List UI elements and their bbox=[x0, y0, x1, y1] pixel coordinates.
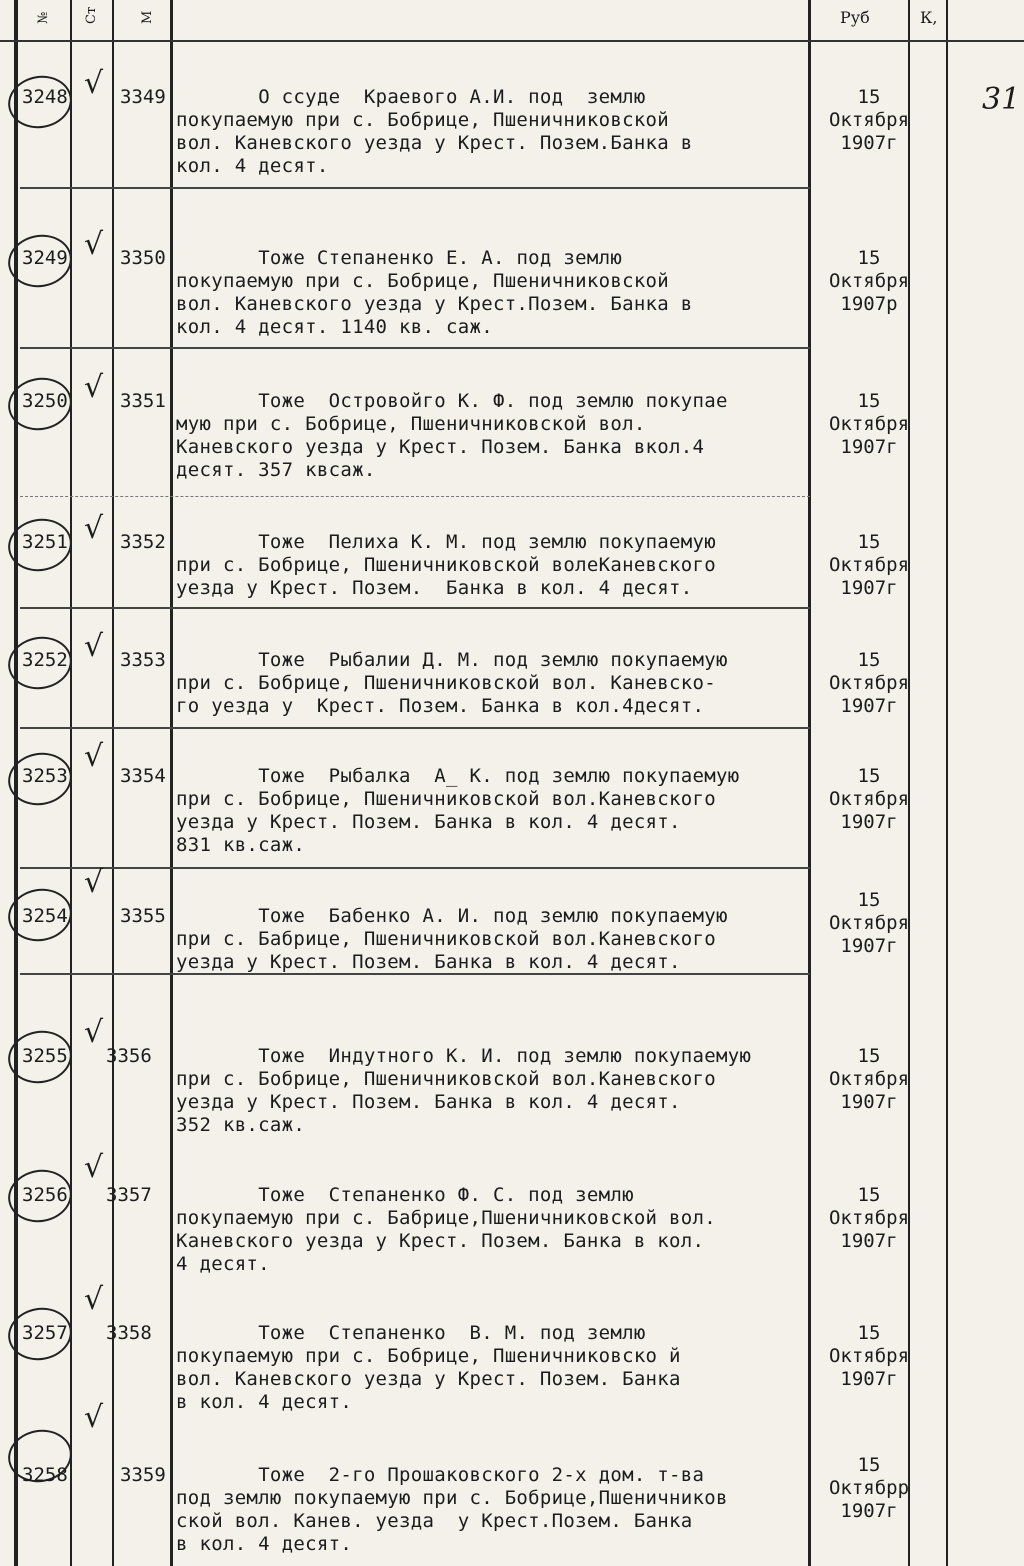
entry-number: 3254 bbox=[22, 905, 68, 927]
entry-rule bbox=[20, 607, 810, 609]
date-year: 1907г bbox=[840, 1091, 898, 1113]
entry-date bbox=[824, 889, 914, 958]
margin-note: 31 bbox=[982, 82, 1021, 117]
register-number: 3354 bbox=[120, 765, 166, 787]
entry-date bbox=[824, 765, 914, 834]
date-day: 15 bbox=[857, 649, 881, 671]
entry-number: 3250 bbox=[22, 390, 68, 412]
entry-date bbox=[824, 1045, 914, 1114]
entry-rule bbox=[20, 496, 810, 497]
entry-text: Тоже Индутного К. И. под землю покупаемую при с. Бобрице, Пшеничниковской вол.Каневского уезда у Крест. Позем. Банка в кол. 4 десят. 352 кв.саж. bbox=[176, 1045, 752, 1136]
header-st: Ст bbox=[84, 6, 99, 24]
date-day: 15 bbox=[857, 247, 881, 269]
header-kop: К, bbox=[920, 8, 938, 27]
entry-number: 3252 bbox=[22, 649, 68, 671]
check-mark: √ bbox=[84, 227, 104, 262]
register-number: 3359 bbox=[120, 1464, 166, 1486]
entry-number: 3255 bbox=[22, 1045, 68, 1067]
col-divider-6 bbox=[946, 0, 948, 1566]
date-day: 15 bbox=[857, 531, 881, 553]
entry-text: Тоже Бабенко А. И. под землю покупаемую при с. Бабрице, Пшеничниковской вол.Каневского уезда у Крест. Позем. Банка в кол. 4 десят. bbox=[176, 905, 728, 973]
date-month: Октября bbox=[828, 912, 910, 934]
date-month: Октября bbox=[828, 554, 910, 576]
date-day: 15 bbox=[857, 86, 881, 108]
date-day: 15 bbox=[857, 1454, 881, 1476]
check-mark: √ bbox=[84, 1400, 104, 1435]
entry-text: О ссуде Краевого А.И. под землю покупаемую при с. Бобрице, Пшеничниковской вол. Каневского уезда у Крест. Позем.Банка в кол. 4 десят. bbox=[176, 86, 693, 177]
header-no: № bbox=[36, 11, 51, 24]
entry-number: 3258 bbox=[22, 1464, 68, 1486]
entry-text: Тоже Степаненко Ф. С. под землю покупаемую при с. Бабрице,Пшеничниковской вол. Каневского уезда у Крест. Позем. Банка в кол. 4 десят. bbox=[176, 1184, 716, 1275]
register-number: 3357 bbox=[106, 1184, 152, 1206]
date-month: Октября bbox=[828, 788, 910, 810]
date-year: 1907р bbox=[840, 293, 898, 315]
register-number: 3353 bbox=[120, 649, 166, 671]
check-mark: √ bbox=[84, 1015, 104, 1050]
header-m: М bbox=[140, 10, 155, 24]
register-number: 3355 bbox=[120, 905, 166, 927]
date-month: Октября bbox=[828, 672, 910, 694]
entry-text: Тоже Рыбалии Д. М. под землю покупаемую при с. Бобрице, Пшеничниковской вол. Каневско- го уезда у Крест. Позем. Банка в кол.4десят. bbox=[176, 649, 728, 717]
date-year: 1907г bbox=[840, 1230, 898, 1252]
entry-text: Тоже Степаненко В. М. под землю покупаемую при с. Бобрице, Пшеничниковско й вол. Каневского уезда у Крест. Позем. Банка в кол. 4 десят. bbox=[176, 1322, 681, 1413]
date-day: 15 bbox=[857, 390, 881, 412]
entry-date bbox=[824, 1184, 914, 1253]
date-month: Октября bbox=[828, 1345, 910, 1367]
register-number: 3352 bbox=[120, 531, 166, 553]
entry-text: Тоже Пелиха К. М. под землю покупаемую при с. Бобрице, Пшеничниковской волеКаневского уезда у Крест. Позем. Банка в кол. 4 десят. bbox=[176, 531, 717, 599]
entry-number: 3256 bbox=[22, 1184, 68, 1206]
entry-date bbox=[824, 247, 914, 316]
entry-date bbox=[824, 390, 914, 459]
date-day: 15 bbox=[857, 889, 881, 911]
date-year: 1907г bbox=[840, 935, 898, 957]
entry-rule bbox=[20, 347, 810, 349]
entry-number: 3257 bbox=[22, 1322, 68, 1344]
date-month: Октября bbox=[828, 1207, 910, 1229]
register-number: 3351 bbox=[120, 390, 166, 412]
date-day: 15 bbox=[857, 765, 881, 787]
register-number: 3356 bbox=[106, 1045, 152, 1067]
date-month: Октября bbox=[828, 1068, 910, 1090]
date-year: 1907г bbox=[840, 132, 898, 154]
entry-date bbox=[824, 1322, 914, 1391]
entry-date bbox=[824, 649, 914, 718]
date-year: 1907г bbox=[840, 1368, 898, 1390]
date-month: Октября bbox=[828, 270, 910, 292]
check-mark: √ bbox=[84, 739, 104, 774]
date-month: Октября bbox=[828, 413, 910, 435]
date-day: 15 bbox=[857, 1322, 881, 1344]
check-mark: √ bbox=[84, 66, 104, 101]
entry-rule bbox=[20, 867, 810, 869]
entry-rule bbox=[20, 187, 810, 189]
date-month: Октября bbox=[828, 109, 910, 131]
register-number: 3350 bbox=[120, 247, 166, 269]
entry-text: Тоже Островойго К. Ф. под землю покупае мую при с. Бобрице, Пшеничниковской вол. Каневского уезда у Крест. Позем. Банка вкол.4 десят. 357 квсаж. bbox=[176, 390, 728, 481]
date-year: 1907г bbox=[840, 436, 898, 458]
entry-number: 3251 bbox=[22, 531, 68, 553]
entry-number: 3249 bbox=[22, 247, 68, 269]
entry-text: Тоже Степаненко Е. А. под землю покупаемую при с. Бобрице, Пшеничниковской вол. Каневского уезда у Крест.Позем. Банка в кол. 4 десят. 1140 кв. саж. bbox=[176, 247, 693, 338]
entry-number: 3253 bbox=[22, 765, 68, 787]
date-day: 15 bbox=[857, 1045, 881, 1067]
date-month: Октябрр bbox=[828, 1477, 910, 1499]
register-number: 3349 bbox=[120, 86, 166, 108]
col-divider-3 bbox=[170, 0, 173, 1566]
entry-text: Тоже 2-го Прошаковского 2-х дом. т-ва под землю покупаемую при с. Бобрице,Пшеничников ской вол. Канев. уезда у Крест.Позем. Банка в кол. 4 десят. bbox=[176, 1464, 728, 1555]
entry-rule bbox=[20, 727, 810, 729]
entry-rule bbox=[20, 973, 810, 975]
entry-number: 3248 bbox=[22, 86, 68, 108]
entry-text: Тоже Рыбалка А_ К. под землю покупаемую при с. Бобрице, Пшеничниковской вол.Каневского уезда у Крест. Позем. Банка в кол. 4 десят. 831 кв.саж. bbox=[176, 765, 740, 856]
date-year: 1907г bbox=[840, 811, 898, 833]
entry-date bbox=[824, 86, 914, 155]
entry-date bbox=[824, 531, 914, 600]
check-mark: √ bbox=[84, 629, 104, 664]
date-year: 1907г bbox=[840, 695, 898, 717]
header-rule bbox=[0, 40, 1024, 42]
date-year: 1907г bbox=[840, 577, 898, 599]
check-mark: √ bbox=[84, 1150, 104, 1185]
check-mark: √ bbox=[84, 511, 104, 546]
check-mark: √ bbox=[84, 865, 104, 900]
date-year: 1907г bbox=[840, 1500, 898, 1522]
register-number: 3358 bbox=[106, 1322, 152, 1344]
date-day: 15 bbox=[857, 1184, 881, 1206]
entry-date bbox=[824, 1454, 914, 1523]
check-mark: √ bbox=[84, 370, 104, 405]
header-rub: Руб bbox=[840, 8, 870, 27]
check-mark: √ bbox=[84, 1282, 104, 1317]
